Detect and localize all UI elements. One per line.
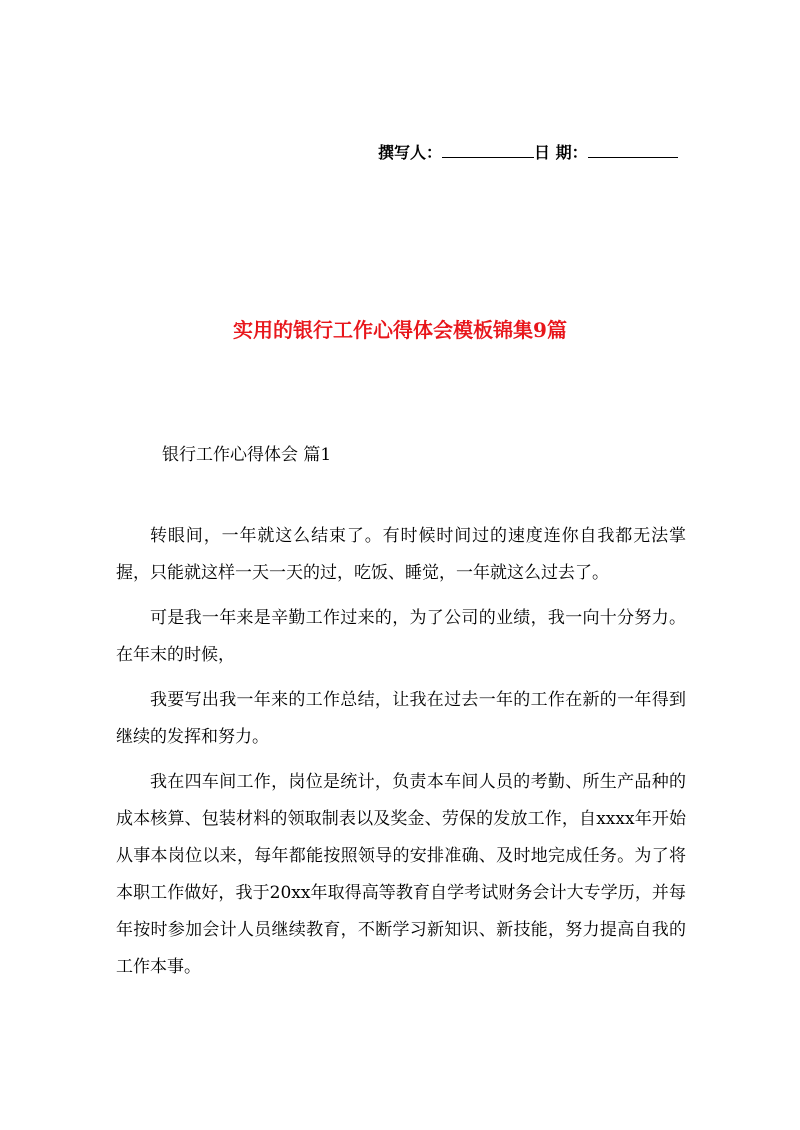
body-text bbox=[116, 518, 686, 986]
paragraph: 我要写出我一年来的工作总结，让我在过去一年的工作在新的一年得到继续的发挥和努力。 bbox=[116, 690, 686, 747]
author-blank-line bbox=[442, 143, 534, 158]
paragraph: 转眼间，一年就这么结束了。有时候时间过的速度连你自我都无法掌握，只能就这样一天一天的过，吃饭、睡觉，一年就这么过去了。 bbox=[116, 526, 686, 583]
section-heading: 银行工作心得体会 篇1 bbox=[162, 445, 332, 465]
author-date-line bbox=[378, 140, 678, 163]
date-label: 日 期： bbox=[534, 143, 588, 162]
paragraph: 我在四车间工作，岗位是统计，负责本车间人员的考勤、所生产品种的成本核算、包装材料的领取制表以及奖金、劳保的发放工作，自xxxx年开始从事本岗位以来，每年都能按照领导的安排准确、及时地完成任务。为了将本职工作做好，我于20xx年取得高等教育自学考试财务会计大专学历，并每年按时参加会计人员继续教育，不断学习新知识、新技能，努力提高自我的工作本事。 bbox=[116, 772, 686, 977]
date-blank-line bbox=[588, 143, 678, 158]
document-title: 实用的银行工作心得体会模板锦集9篇 bbox=[233, 318, 567, 342]
author-label: 撰写人： bbox=[378, 143, 443, 162]
paragraph: 可是我一年来是辛勤工作过来的，为了公司的业绩，我一向十分努力。在年末的时候， bbox=[116, 608, 686, 665]
